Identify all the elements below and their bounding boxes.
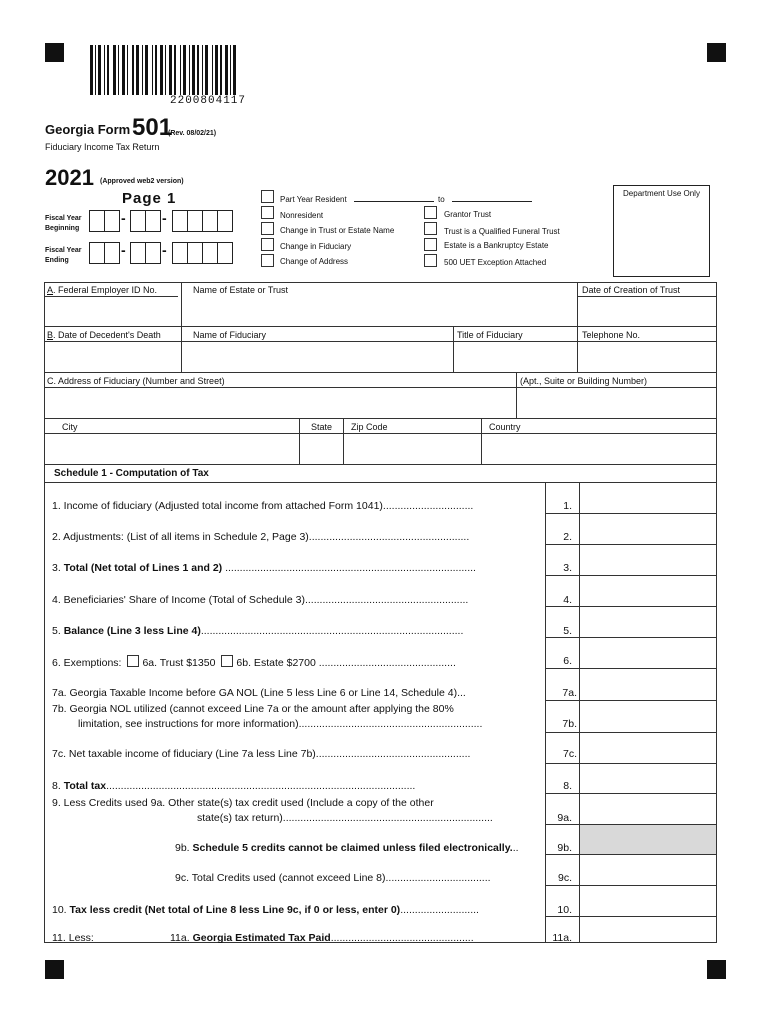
line-7c-input[interactable] xyxy=(580,733,715,762)
line-9b-ref: 9b. xyxy=(557,842,572,854)
label-change-fiduciary: Change in Fiduciary xyxy=(280,242,352,251)
line-11a-label: 11a. Georgia Estimated Tax Paid................................................. xyxy=(170,932,474,944)
address-input[interactable] xyxy=(45,388,515,417)
line-10-input[interactable] xyxy=(580,886,715,915)
line-4-label: 4. Beneficiaries' Share of Income (Total of Schedule 3)........................................................ xyxy=(52,594,469,606)
line-8-ref: 8. xyxy=(563,780,572,792)
line-3-label: 3. Total (Net total of Lines 1 and 2) ...................................................................................... xyxy=(52,562,476,574)
line-3-ref: 3. xyxy=(563,562,572,574)
fiscal-end-year-4[interactable] xyxy=(217,242,233,264)
line-9a-ref: 9a. xyxy=(557,812,572,824)
tax-year: 2021 xyxy=(45,165,94,190)
line-7c-ref: 7c. xyxy=(562,748,577,760)
line-1-input[interactable] xyxy=(580,483,715,512)
label-to: to xyxy=(438,195,445,204)
address-label: C. Address of Fiduciary (Number and Street) xyxy=(47,376,225,386)
line-9b-label: 9b. Schedule 5 credits cannot be claimed unless filed electronically... xyxy=(175,842,519,854)
grid-line xyxy=(577,282,578,372)
line-7b-label-2: limitation, see instructions for more information)............................................................... xyxy=(78,718,483,730)
grid-line xyxy=(44,282,45,942)
line-2-ref: 2. xyxy=(563,531,572,543)
line-5-label: 5. Balance (Line 3 less Line 4).......................................................................................... xyxy=(52,625,464,637)
grid-line xyxy=(44,372,717,373)
line-7a-label: 7a. Georgia Taxable Income before GA NOL (Line 5 less Line 6 or Line 14, Schedule 4)... xyxy=(52,687,466,699)
checkbox-part-year-resident-2[interactable] xyxy=(261,206,274,219)
checkbox-grantor-trust[interactable] xyxy=(424,206,437,219)
grid-line xyxy=(716,482,717,942)
line-11a-ref: 11a. xyxy=(552,932,572,944)
grid-line xyxy=(44,418,717,419)
barcode xyxy=(90,45,265,95)
line-7c-label: 7c. Net taxable income of fiduciary (Line 7a less Line 7b)..................................................... xyxy=(52,748,471,760)
line-11a-input[interactable] xyxy=(580,917,715,941)
state-label: State xyxy=(311,422,333,432)
fiscal-end-year-3[interactable] xyxy=(202,242,218,264)
telephone-input[interactable] xyxy=(579,342,715,371)
line-6-ref: 6. xyxy=(563,655,572,667)
label-change-address: Change of Address xyxy=(280,257,349,266)
date-creation-label: Date of Creation of Trust xyxy=(582,285,681,295)
grid-line xyxy=(44,282,717,283)
checkbox-funeral-trust[interactable] xyxy=(424,222,437,235)
schedule-1-title: Schedule 1 - Computation of Tax xyxy=(54,468,209,479)
line-9a-input[interactable] xyxy=(580,794,715,823)
zip-label: Zip Code xyxy=(351,422,388,432)
zip-input[interactable] xyxy=(344,434,480,463)
country-label: Country xyxy=(489,422,521,432)
federal-id-input[interactable] xyxy=(45,297,180,325)
fiscal-begin-year-4[interactable] xyxy=(217,210,233,232)
page-title: Page 1 xyxy=(122,190,177,207)
line-3-input[interactable] xyxy=(580,545,715,574)
line-1-ref: 1. xyxy=(563,500,572,512)
line-7a-ref: 7a. xyxy=(562,687,577,699)
grid-line xyxy=(44,326,717,327)
checkbox-change-name[interactable] xyxy=(261,222,274,235)
registration-mark-bottom-right xyxy=(707,960,726,979)
date-separator: - xyxy=(121,242,126,258)
line-9c-label: 9c. Total Credits used (cannot exceed Line 8).................................... xyxy=(175,872,491,884)
date-separator: - xyxy=(121,210,126,226)
line-1-label: 1. Income of fiduciary (Adjusted total income from attached Form 1041)............................... xyxy=(52,500,474,512)
line-5-input[interactable] xyxy=(580,607,715,636)
country-input[interactable] xyxy=(482,434,715,463)
line-7b-label-1: 7b. Georgia NOL utilized (cannot exceed Line 7a or the amount after applying the 80% xyxy=(52,703,454,715)
approved-version: (Approved web2 version) xyxy=(100,178,184,185)
line-4-input[interactable] xyxy=(580,576,715,605)
form-label: Georgia Form xyxy=(45,122,131,137)
grid-line xyxy=(516,372,517,418)
fiscal-end-year-2[interactable] xyxy=(187,242,203,264)
part-year-to-field[interactable] xyxy=(452,201,532,202)
fiscal-end-label: Fiscal Year Ending xyxy=(45,247,82,264)
line-2-input[interactable] xyxy=(580,514,715,543)
line-8-label: 8. Total tax.......................................................................................................... xyxy=(52,780,416,792)
line-8-input[interactable] xyxy=(580,764,715,792)
date-creation-input[interactable] xyxy=(579,297,715,325)
fiduciary-title-label: Title of Fiduciary xyxy=(457,330,523,340)
fiduciary-name-input[interactable] xyxy=(182,342,452,371)
fiscal-end-month-1[interactable] xyxy=(89,242,105,264)
label-change-name: Change in Trust or Estate Name xyxy=(280,226,395,235)
checkbox-part-year-resident[interactable] xyxy=(261,190,274,203)
line-10-ref: 10. xyxy=(557,904,572,916)
line-7a-input[interactable] xyxy=(580,669,715,699)
apt-label: (Apt., Suite or Building Number) xyxy=(520,376,648,386)
checkbox-6a-trust[interactable] xyxy=(127,655,139,667)
fiduciary-title-input[interactable] xyxy=(454,342,576,371)
fiscal-begin-day-1[interactable] xyxy=(130,210,146,232)
decedent-death-input[interactable] xyxy=(45,342,180,371)
line-7b-input[interactable] xyxy=(580,701,715,731)
line-10-label: 10. Tax less credit (Net total of Line 8 less Line 9c, if 0 or less, enter 0)........................... xyxy=(52,904,479,916)
fiscal-begin-label: Fiscal Year Beginning xyxy=(45,215,82,232)
grid-line xyxy=(44,464,717,465)
fiscal-end-month-2[interactable] xyxy=(104,242,120,264)
city-label: City xyxy=(62,422,78,432)
line-9c-input[interactable] xyxy=(580,855,715,884)
line-9-label-1: 9. Less Credits used 9a. Other state(s) tax credit used (Include a copy of the other xyxy=(52,797,434,809)
state-input[interactable] xyxy=(300,434,342,463)
apt-input[interactable] xyxy=(518,388,715,417)
line-4-ref: 4. xyxy=(563,594,572,606)
grid-line xyxy=(716,282,717,482)
line-6-label: 6. Exemptions: 6a. Trust $1350 6b. Estate $2700 ............................................... xyxy=(52,657,456,669)
fiscal-begin-month-1[interactable] xyxy=(89,210,105,232)
line-5-ref: 5. xyxy=(563,625,572,637)
label-part-year-resident: Part Year Resident xyxy=(280,195,347,204)
estate-name-input[interactable] xyxy=(182,297,576,325)
fiscal-end-day-1[interactable] xyxy=(130,242,146,264)
fiscal-begin-month-2[interactable] xyxy=(104,210,120,232)
registration-mark-top-left xyxy=(45,43,64,62)
barcode-number: 2200804117 xyxy=(170,95,247,107)
checkbox-6b-estate[interactable] xyxy=(221,655,233,667)
line-11-label: 11. Less: xyxy=(52,932,94,944)
date-separator: - xyxy=(162,242,167,258)
checkbox-uet-exception[interactable] xyxy=(424,254,437,267)
part-year-from-field[interactable] xyxy=(354,201,434,202)
line-7b-ref: 7b. xyxy=(562,718,577,730)
checkbox-bankruptcy-estate[interactable] xyxy=(424,238,437,251)
form-number: 501 xyxy=(132,114,173,141)
label-nonresident: Nonresident xyxy=(280,211,324,220)
fiscal-begin-day-2[interactable] xyxy=(145,210,161,232)
telephone-label: Telephone No. xyxy=(582,330,641,340)
line-9c-ref: 9c. xyxy=(557,872,572,884)
line-9-label-2: state(s) tax return)........................................................................ xyxy=(197,812,493,824)
grid-line xyxy=(545,824,716,825)
checkbox-change-address[interactable] xyxy=(261,254,274,267)
fiduciary-name-label: Name of Fiduciary xyxy=(193,330,267,340)
label-funeral-trust: Trust is a Qualified Funeral Trust xyxy=(444,227,560,236)
registration-mark-top-right xyxy=(707,43,726,62)
fiscal-begin-year-3[interactable] xyxy=(202,210,218,232)
checkbox-change-fiduciary[interactable] xyxy=(261,238,274,251)
fiscal-begin-year-2[interactable] xyxy=(187,210,203,232)
date-separator: - xyxy=(162,210,167,226)
department-use-box: Department Use Only xyxy=(613,185,710,277)
line-2-label: 2. Adjustments: (List of all items in Schedule 2, Page 3)....................................................... xyxy=(52,531,470,543)
label-bankruptcy-estate: Estate is a Bankruptcy Estate xyxy=(444,241,549,250)
fiscal-end-year-1[interactable] xyxy=(172,242,188,264)
shaded-cell-9b xyxy=(580,824,716,854)
decedent-death-label: B. Date of Decedent's Death xyxy=(47,330,161,340)
city-input[interactable] xyxy=(45,434,298,463)
registration-mark-bottom-left xyxy=(45,960,64,979)
fiscal-begin-year-1[interactable] xyxy=(172,210,188,232)
form-revision: (Rev. 08/02/21) xyxy=(168,130,217,137)
label-uet-exception: 500 UET Exception Attached xyxy=(444,258,547,267)
estate-name-label: Name of Estate or Trust xyxy=(193,285,289,295)
federal-id-label: A. Federal Employer ID No. xyxy=(47,285,158,295)
form-subtitle: Fiduciary Income Tax Return xyxy=(45,142,160,152)
label-grantor-trust: Grantor Trust xyxy=(444,210,492,219)
fiscal-end-day-2[interactable] xyxy=(145,242,161,264)
line-6-input[interactable] xyxy=(580,638,715,667)
